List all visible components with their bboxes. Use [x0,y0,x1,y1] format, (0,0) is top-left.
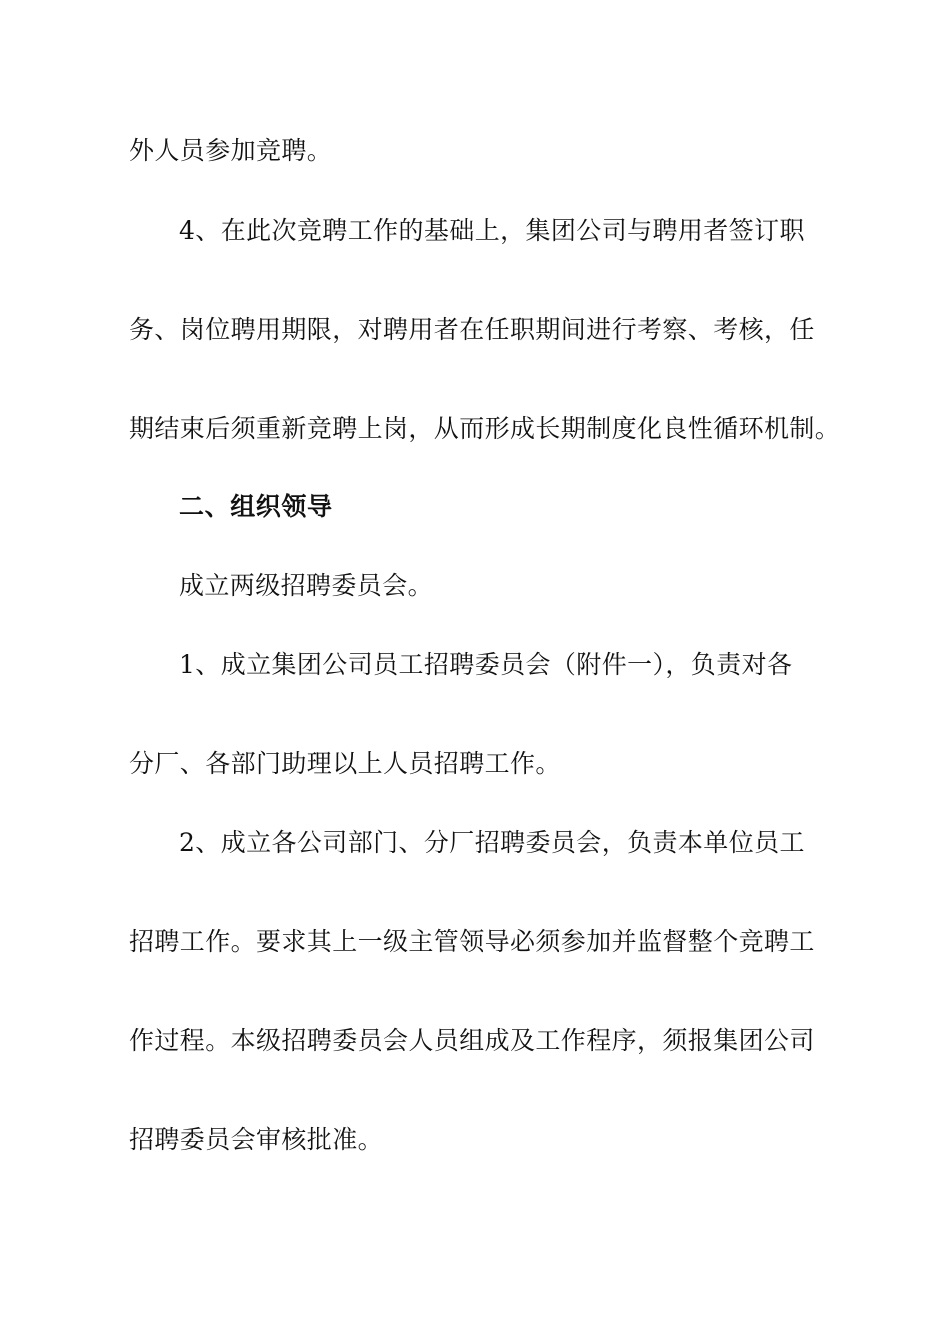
paragraph-line: 分厂、各部门助理以上人员招聘工作。 [129,749,561,778]
paragraph-line: 招聘委员会审核批准。 [129,1125,384,1154]
section-heading: 二、组织领导 [179,492,333,521]
paragraph-line: 成立两级招聘委员会。 [179,571,434,600]
paragraph-line: 招聘工作。要求其上一级主管领导必须参加并监督整个竞聘工 [129,927,815,956]
paragraph-line: 期结束后须重新竞聘上岗，从而形成长期制度化良性循环机制。 [129,414,841,443]
paragraph-line: 2、成立各公司部门、分厂招聘委员会，负责本单位员工 [179,828,805,857]
paragraph-line: 作过程。本级招聘委员会人员组成及工作程序，须报集团公司 [129,1026,815,1055]
paragraph-line: 4、在此次竞聘工作的基础上，集团公司与聘用者签订职 [179,216,805,245]
paragraph-line: 外人员参加竞聘。 [129,136,333,165]
paragraph-line: 务、岗位聘用期限，对聘用者在任职期间进行考察、考核，任 [129,315,815,344]
paragraph-line: 1、成立集团公司员工招聘委员会（附件一），负责对各 [179,650,793,679]
